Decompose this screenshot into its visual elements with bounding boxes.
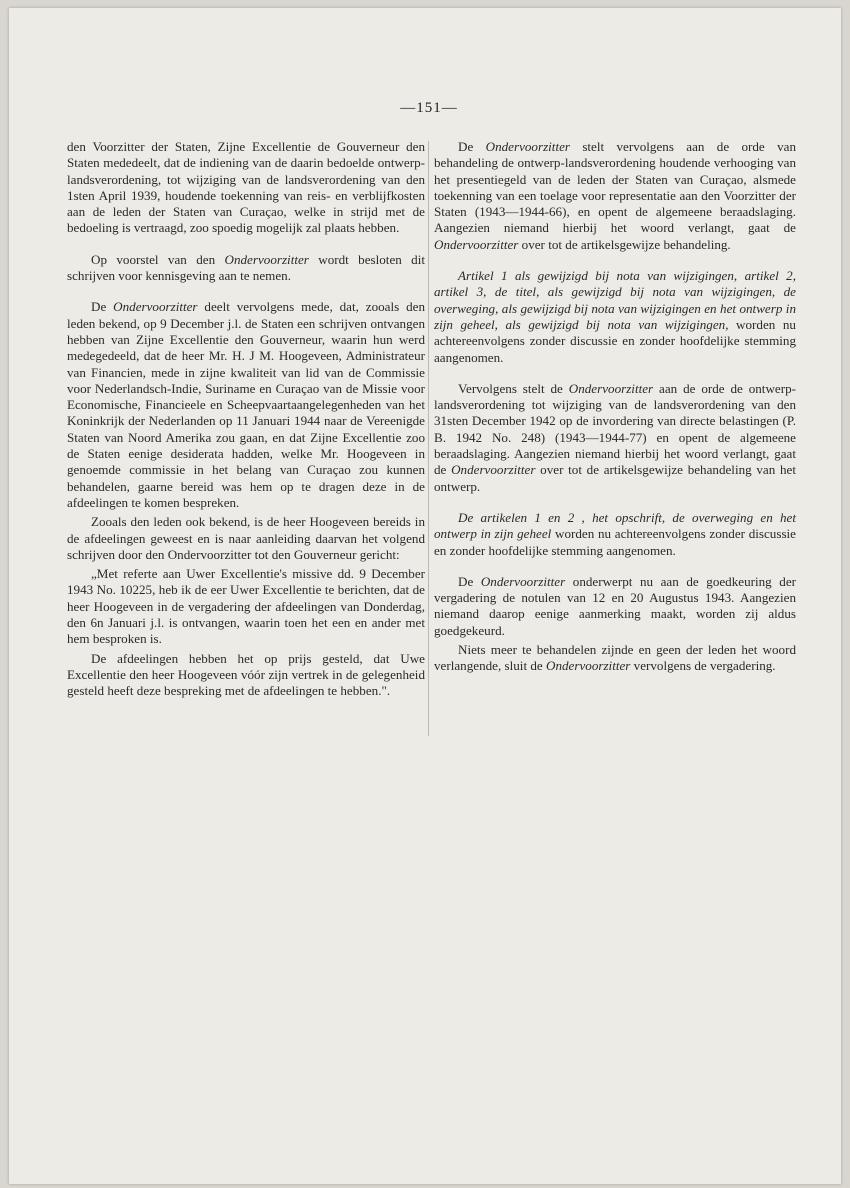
document-page xyxy=(9,8,841,1184)
paragraph: Vervolgens stelt de Ondervoorzitter aan de orde de ontwerp-landsverordening tot wijziging van de landsverordening van den 31sten December 1942 op de invordering van directe belastingen (P. B. 1942 No. 248) (1943—1944-77) en opent de algemeene beraadslaging. Aangezien niemand hierbij het woord verlangt, gaat de Ondervoorzitter over tot de artikelsgewijze behandeling van het ontwerp. xyxy=(434,380,796,494)
paragraph: De Ondervoorzitter onderwerpt nu aan de goedkeuring der vergadering de notulen van 12 en 20 Augustus 1943. Aangezien niemand daarop eenige aanmerking maakt, worden zij aldus goedgekeurd. xyxy=(434,573,797,638)
paragraph: De Ondervoorzitter deelt vervolgens mede, dat, zooals den leden bekend, op 9 December j.l. de Staten een schrijven ontvangen hebben van Zijne Excellentie den Gouverneur, waarin hun werd medegedeeld, dat de heer Mr. H. J M. Hoogeveen, Administrateur van Financien, mede in zijne kwaliteit van lid van de Commissie voor Nederlandsch-Indie, Suriname en Curaçao van de Missie voor Economische, Financieele en Scheepvaartaangelegenheden van het Koninkrijk der Nederlanden op 11 Januari 1944 naar de Vereenigde Staten van Noord Amerika zou gaan, en dat Zijne Excellentie zoo de Staten eenige desiderata hadden, welke Mr. Hoogeveen in genoemde commissie in het belang van Curaçao zou kunnen behandelen, gaarne bereid was hem op te dragen deze in de afdeelingen te komen bespreken. xyxy=(67,299,425,510)
paragraph: De artikelen 1 en 2 , het opschrift, de overweging en het ontwerp in zijn geheel worden nu achtereenvolgens zonder discussie en zonder hoofdelijke stemming aangenomen. xyxy=(434,509,796,558)
left-column xyxy=(67,139,425,700)
paragraph: Zooals den leden ook bekend, is de heer Hoogeveen bereids in de afdeelingen geweest en is naar aanleiding daarvan het volgend schrijven door den Ondervoorzitter tot den Gouverneur gericht: xyxy=(67,514,425,562)
quoted-letter-closing: De afdeelingen hebben het op prijs gesteld, dat Uwe Excellentie den heer Hoogeveen vóór zijn vertrek in de gelegenheid gesteld heeft deze bespreking met de afdeelingen te hebben.". xyxy=(67,650,425,699)
column-divider xyxy=(428,141,429,736)
page-number: —151— xyxy=(400,100,458,116)
paragraph: Artikel 1 als gewijzigd bij nota van wijzigingen, artikel 2, artikel 3, de titel, als gewijzigd bij nota van wijzigingen, de overweging, als gewijzigd bij nota van wijzigingen en het ontwerp in zijn geheel, als gewijzigd bij nota van wijzigingen, worden nu achtereenvolgens zonder discussie en zonder hoofdelijke stemming aangenomen. xyxy=(434,268,796,365)
quoted-letter: „Met referte aan Uwer Excellentie's missive dd. 9 December 1943 No. 10225, heb ik de eer Uwer Excellentie te berichten, dat de heer Hoogeveen in de vergadering der afdeelingen van Donderdag, den 6n Januari j.l. is ontvangen, waarin toen het een en ander met hem besproken is. xyxy=(67,566,425,647)
paragraph: den Voorzitter der Staten, Zijne Excellentie de Gouverneur den Staten mededeelt, dat de indiening van de daarin bedoelde ontwerp-landsverordening, tot wijziging van de landsverordening van den 1sten April 1939, houdende toekenning van reis- en verblijfkosten aan de leden der Staten van Curaçao, welke in strijd met de bedoeling is vertraagd, zoo spoedig mogelijk zal plaats hebben. xyxy=(67,139,425,236)
paragraph: De Ondervoorzitter stelt vervolgens aan de orde van behandeling de ontwerp-landsverordening houdende verhooging van het presentiegeld van de leden der Staten van Curaçao, alsmede toekenning van een toelage voor representatie aan den Voorzitter der Staten (1943—1944-66), en opent de algemeene beraadslaging. Aangezien niemand hierbij het woord verlangt, gaat de Ondervoorzitter over tot de artikelsgewijze behandeling. xyxy=(434,139,796,252)
paragraph: Niets meer te behandelen zijnde en geen der leden het woord verlangende, sluit de Ondervoorzitter vervolgens de vergadering. xyxy=(434,642,796,674)
right-column xyxy=(434,139,796,675)
paragraph: Op voorstel van den Ondervoorzitter wordt besloten dit schrijven voor kennisgeving aan te nemen. xyxy=(67,251,426,284)
